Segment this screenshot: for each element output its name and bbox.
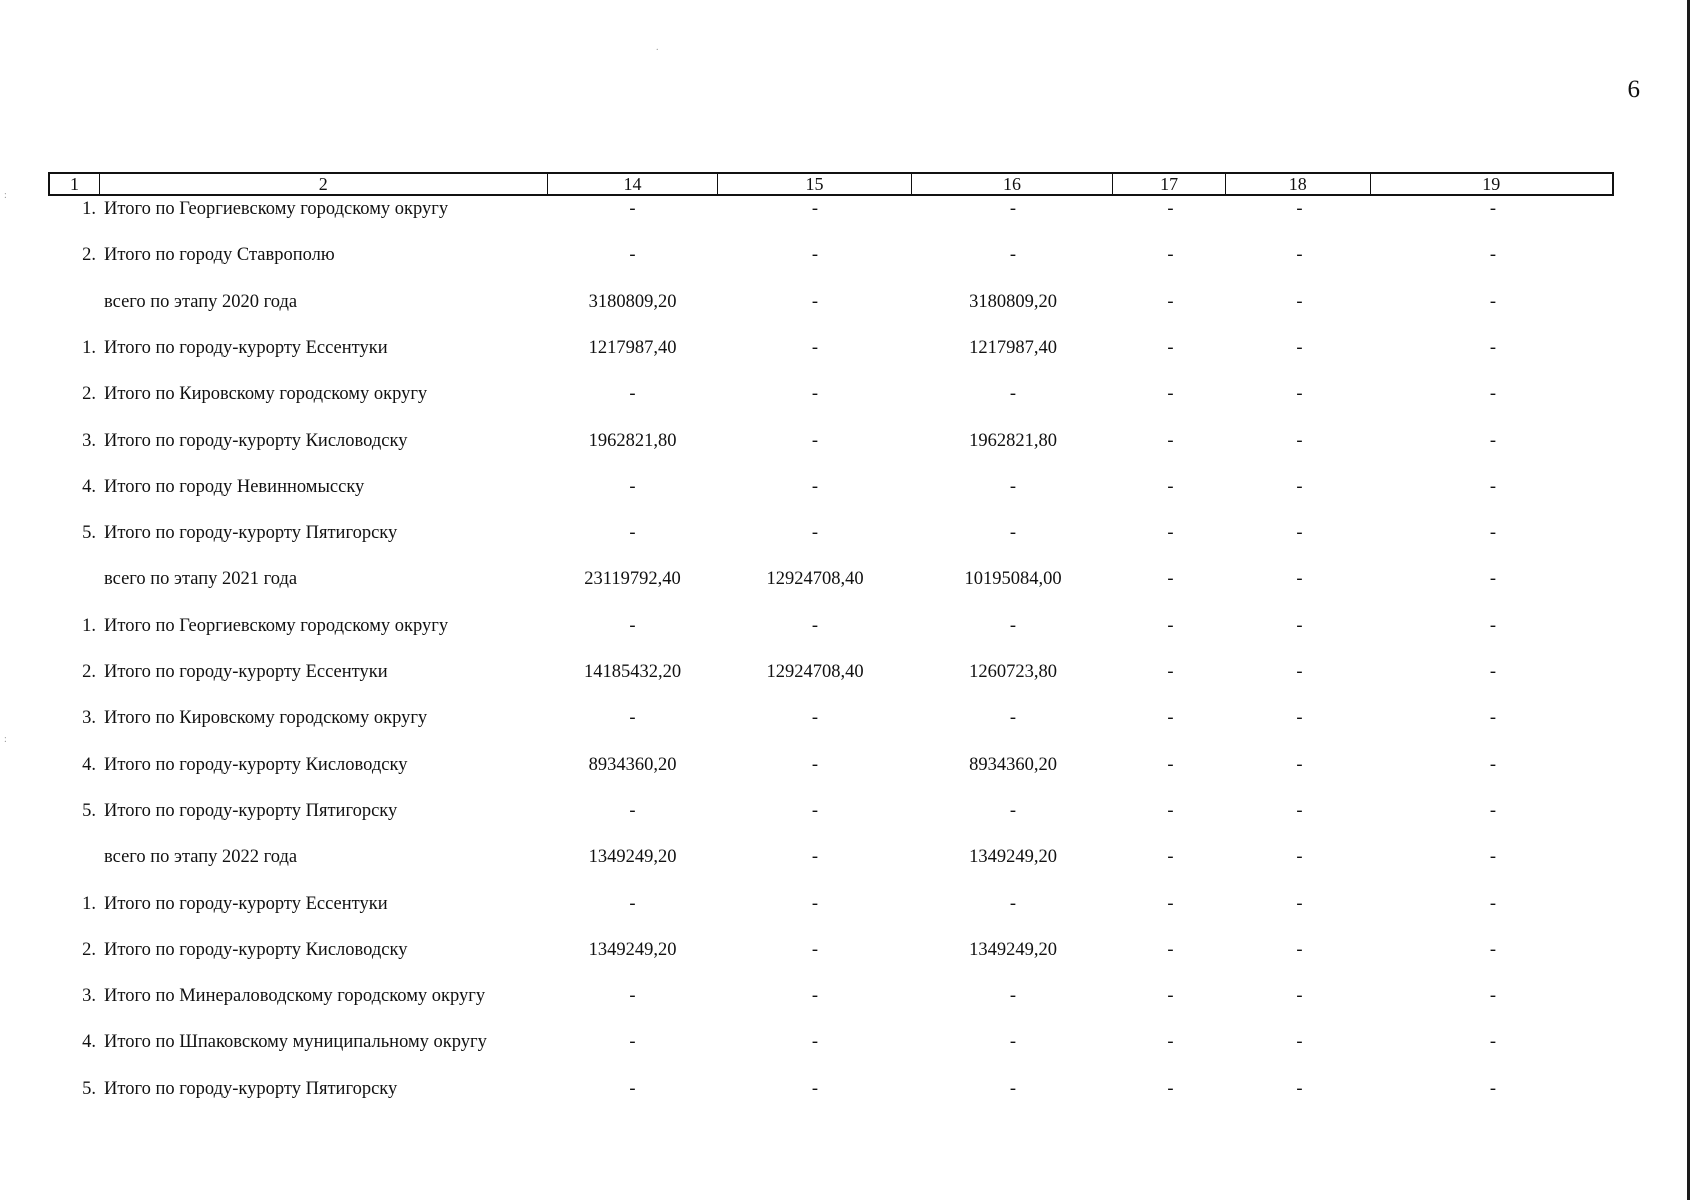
cell-col-14: - (629, 384, 636, 405)
cell-col-15: - (811, 291, 819, 312)
cell-col-19: - (1489, 847, 1497, 868)
cell-col-19: - (1489, 384, 1497, 405)
cell-col-14: - (629, 245, 636, 266)
cell-col-19: - (1489, 430, 1497, 451)
table-row (48, 240, 1614, 270)
cell-col-19: - (1489, 245, 1497, 266)
row-name: Итого по Георгиевскому городскому округу (104, 199, 449, 219)
row-number: 5. (82, 1078, 96, 1099)
cell-col-14: 1349249,20 (588, 939, 677, 960)
scan-edge-line (1687, 0, 1690, 1200)
row-name: Итого по городу-курорту Пятигорску (104, 523, 398, 544)
row-name: всего по этапу 2021 года (104, 569, 298, 590)
cell-col-15: 12924708,40 (766, 569, 864, 590)
cell-col-19: - (1489, 1032, 1497, 1053)
cell-col-18: - (1296, 430, 1303, 451)
cell-col-17: - (1167, 662, 1174, 682)
cell-col-17: - (1167, 708, 1174, 729)
row-number: 1. (82, 337, 96, 358)
cell-col-17: - (1167, 893, 1174, 914)
row-number: 1. (82, 615, 96, 636)
cell-col-19: - (1489, 476, 1497, 497)
row-number: 3. (82, 430, 96, 451)
header-col-14: 14 (548, 174, 719, 194)
cell-col-18: - (1296, 1078, 1303, 1099)
row-name: всего по этапу 2020 года (104, 291, 298, 312)
cell-col-18: - (1296, 476, 1303, 497)
row-name: Итого по городу-курорту Пятигорску (104, 800, 398, 821)
row-name: Итого по Георгиевскому городскому округу (104, 615, 449, 636)
cell-col-16: - (1009, 800, 1017, 821)
row-name: всего по этапу 2022 года (104, 847, 298, 868)
table-row (48, 935, 1614, 965)
cell-col-15: - (811, 476, 819, 497)
cell-col-17: - (1167, 939, 1174, 960)
cell-col-17: - (1167, 1078, 1174, 1099)
table-row (48, 287, 1614, 317)
table-row (48, 564, 1614, 594)
cell-col-15: - (811, 384, 819, 405)
cell-col-14: 1349249,20 (588, 847, 677, 868)
cell-col-19: - (1489, 662, 1497, 682)
row-name: Итого по городу Невинномысску (104, 476, 365, 497)
cell-col-15: - (811, 939, 819, 960)
cell-col-16: - (1009, 708, 1017, 729)
cell-col-19: - (1489, 199, 1497, 219)
cell-col-16: 1217987,40 (969, 337, 1057, 358)
cell-col-18: - (1296, 1032, 1303, 1053)
cell-col-15: 12924708,40 (766, 662, 864, 682)
cell-col-16: 1349249,20 (969, 847, 1057, 868)
cell-col-15: - (811, 430, 819, 451)
table-row (48, 1027, 1614, 1057)
cell-col-15: - (811, 1078, 819, 1099)
page-number: 6 (1627, 76, 1640, 103)
cell-col-18: - (1296, 384, 1303, 405)
cell-col-15: - (811, 893, 819, 914)
row-number: 4. (82, 754, 96, 775)
table-row (48, 842, 1614, 872)
cell-col-17: - (1167, 986, 1174, 1007)
cell-col-16: - (1009, 476, 1017, 497)
table-row (48, 379, 1614, 409)
cell-col-19: - (1489, 291, 1497, 312)
row-name: Итого по Кировскому городскому округу (104, 708, 428, 729)
row-name: Итого по Кировскому городскому округу (104, 384, 428, 405)
cell-col-16: - (1009, 523, 1017, 544)
cell-col-14: - (629, 1032, 636, 1053)
cell-col-18: - (1296, 245, 1303, 266)
cell-col-16: - (1009, 893, 1017, 914)
table-row (48, 472, 1614, 502)
table-row (48, 194, 1614, 224)
cell-col-16: 8934360,20 (969, 754, 1057, 775)
cell-col-17: - (1167, 430, 1174, 451)
row-name: Итого по городу-курорту Ессентуки (104, 337, 388, 358)
cell-col-17: - (1167, 1032, 1174, 1053)
cell-col-14: 23119792,40 (584, 569, 681, 590)
table-row (48, 611, 1614, 641)
cell-col-16: 1260723,80 (969, 662, 1057, 682)
cell-col-14: 1962821,80 (588, 430, 677, 451)
cell-col-16: - (1009, 615, 1017, 636)
cell-col-19: - (1489, 569, 1497, 590)
header-col-15: 15 (718, 174, 912, 194)
cell-col-14: - (629, 615, 636, 636)
cell-col-15: - (811, 1032, 819, 1053)
cell-col-18: - (1296, 939, 1303, 960)
row-number: 1. (82, 893, 96, 914)
cell-col-19: - (1489, 615, 1497, 636)
scan-speck: . (656, 42, 659, 53)
cell-col-14: - (629, 708, 636, 729)
header-col-16: 16 (912, 174, 1113, 194)
cell-col-14: - (629, 800, 636, 821)
cell-col-18: - (1296, 893, 1303, 914)
row-name: Итого по городу-курорту Кисловодску (104, 939, 408, 960)
cell-col-17: - (1167, 754, 1174, 775)
cell-col-19: - (1489, 523, 1497, 544)
cell-col-14: 1217987,40 (588, 337, 677, 358)
cell-col-15: - (811, 754, 819, 775)
row-number: 5. (82, 800, 96, 821)
header-col-2: 2 (100, 174, 548, 194)
table-row (48, 750, 1614, 780)
row-number: 1. (82, 199, 96, 219)
header-col-18: 18 (1226, 174, 1371, 194)
row-name: Итого по городу-курорту Пятигорску (104, 1078, 398, 1099)
cell-col-18: - (1296, 754, 1303, 775)
cell-col-17: - (1167, 291, 1174, 312)
cell-col-17: - (1167, 476, 1174, 497)
cell-col-14: - (629, 476, 636, 497)
table-header (48, 172, 1614, 196)
row-name: Итого по городу-курорту Ессентуки (104, 893, 388, 914)
cell-col-19: - (1489, 708, 1497, 729)
cell-col-17: - (1167, 569, 1174, 590)
cell-col-18: - (1296, 199, 1303, 219)
row-number: 2. (82, 939, 96, 960)
row-name: Итого по Минераловодскому городскому округу (104, 986, 486, 1007)
cell-col-19: - (1489, 800, 1497, 821)
cell-col-16: - (1009, 1078, 1017, 1099)
cell-col-18: - (1296, 523, 1303, 544)
cell-col-15: - (811, 800, 819, 821)
cell-col-17: - (1167, 245, 1174, 266)
row-number (48, 842, 98, 872)
row-number: 2. (82, 662, 96, 682)
cell-col-15: - (811, 337, 819, 358)
table-row (48, 426, 1614, 456)
cell-col-15: - (811, 847, 819, 868)
cell-col-19: - (1489, 1078, 1497, 1099)
row-number (48, 564, 98, 594)
table-row (48, 657, 1614, 687)
cell-col-15: - (811, 708, 819, 729)
cell-col-14: 8934360,20 (588, 754, 677, 775)
cell-col-18: - (1296, 708, 1303, 729)
cell-col-19: - (1489, 337, 1497, 358)
scan-speck: : (4, 734, 7, 745)
cell-col-14: - (629, 199, 636, 219)
header-col-19: 19 (1482, 174, 1501, 194)
cell-col-14: - (629, 986, 636, 1007)
row-name: Итого по городу-курорту Кисловодску (104, 430, 408, 451)
table-row (48, 889, 1614, 919)
cell-col-17: - (1167, 615, 1174, 636)
cell-col-15: - (811, 523, 819, 544)
header-col-17: 17 (1113, 174, 1226, 194)
table-row (48, 518, 1614, 548)
row-name: Итого по Шпаковскому муниципальному округу (104, 1032, 487, 1053)
row-number: 5. (82, 523, 96, 544)
cell-col-17: - (1167, 800, 1174, 821)
row-number: 3. (82, 986, 96, 1007)
cell-col-14: - (629, 1078, 636, 1099)
scan-speck: : (4, 190, 7, 201)
cell-col-18: - (1296, 800, 1303, 821)
row-number: 2. (82, 384, 96, 405)
row-number: 2. (82, 245, 96, 266)
cell-col-16: 1349249,20 (969, 939, 1057, 960)
cell-col-19: - (1489, 754, 1497, 775)
cell-col-19: - (1489, 893, 1497, 914)
cell-col-16: - (1009, 1032, 1017, 1053)
cell-col-17: - (1167, 523, 1174, 544)
cell-col-15: - (811, 245, 819, 266)
row-name: Итого по городу Ставрополю (104, 245, 335, 266)
table-row (48, 1074, 1614, 1104)
cell-col-17: - (1167, 199, 1174, 219)
cell-col-16: 10195084,00 (964, 569, 1062, 590)
table-row (48, 703, 1614, 733)
cell-col-16: - (1009, 199, 1017, 219)
table-row (48, 796, 1614, 826)
table-row (48, 333, 1614, 363)
row-number: 4. (82, 476, 96, 497)
cell-col-18: - (1296, 847, 1303, 868)
row-name: Итого по городу-курорту Кисловодску (104, 754, 408, 775)
cell-col-16: 1962821,80 (969, 430, 1057, 451)
row-number: 3. (82, 708, 96, 729)
cell-col-15: - (811, 615, 819, 636)
cell-col-16: - (1009, 986, 1017, 1007)
header-col-1: 1 (50, 174, 100, 194)
cell-col-14: - (629, 893, 636, 914)
cell-col-18: - (1296, 337, 1303, 358)
cell-col-18: - (1296, 291, 1303, 312)
cell-col-18: - (1296, 615, 1303, 636)
cell-col-17: - (1167, 337, 1174, 358)
cell-col-14: 3180809,20 (588, 291, 677, 312)
cell-col-15: - (811, 986, 819, 1007)
cell-col-15: - (811, 199, 819, 219)
cell-col-14: - (629, 523, 636, 544)
table-row (48, 981, 1614, 1011)
cell-col-19: - (1489, 939, 1497, 960)
cell-col-17: - (1167, 847, 1174, 868)
cell-col-16: - (1009, 245, 1017, 266)
row-number (48, 287, 98, 317)
cell-col-19: - (1489, 986, 1497, 1007)
cell-col-18: - (1296, 986, 1303, 1007)
cell-col-18: - (1296, 662, 1303, 682)
row-name: Итого по городу-курорту Ессентуки (104, 662, 388, 682)
cell-col-17: - (1167, 384, 1174, 405)
cell-col-14: 14185432,20 (583, 662, 682, 682)
row-number: 4. (82, 1032, 96, 1053)
cell-col-16: 3180809,20 (969, 291, 1057, 312)
cell-col-16: - (1009, 384, 1017, 405)
cell-col-18: - (1296, 569, 1303, 590)
